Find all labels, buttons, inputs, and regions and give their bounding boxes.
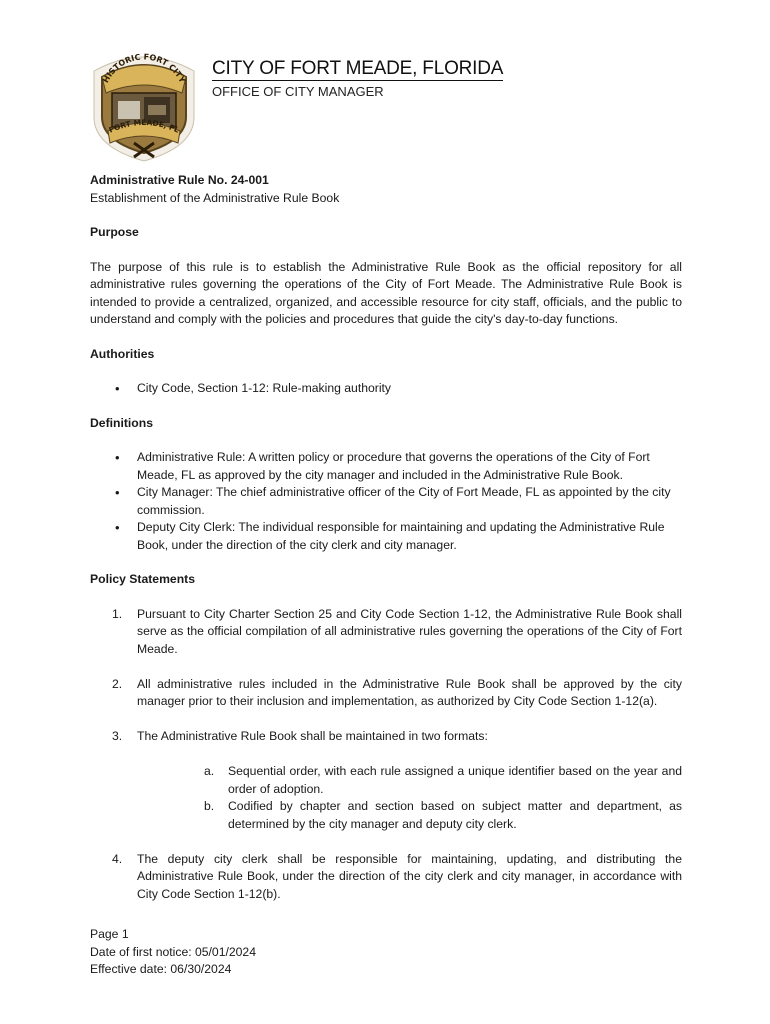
sublist-item <box>137 763 682 798</box>
purpose-heading: Purpose <box>90 225 139 239</box>
rule-title: Establishment of the Administrative Rule Book <box>90 190 340 205</box>
authorities-heading: Authorities <box>90 346 155 361</box>
item-text: Sequential order, with each rule assigned a unique identifier based on the year and order of adoption. <box>228 764 682 796</box>
page-footer <box>90 926 256 979</box>
list-item <box>90 728 682 833</box>
list-item: • City Manager: The chief administrative officer of the City of Fort Meade, FL as appointed by the city commission. <box>90 484 682 519</box>
effective-date: Effective date: 06/30/2024 <box>90 962 232 976</box>
item-letter: b. <box>204 799 215 813</box>
item-text: Pursuant to City Charter Section 25 and City Code Section 1-12, the Administrative Rule Book shall serve as the official compilation of all administrative rules governing the operations of the City of Fort Meade. <box>137 606 682 656</box>
list-item: • Deputy City Clerk: The individual responsible for maintaining and updating the Administrative Rule Book, under the direction of the city clerk and city manager. <box>90 519 682 554</box>
policy-list <box>90 606 682 904</box>
item-number: 1. <box>112 606 123 621</box>
item-number: 2. <box>112 676 123 691</box>
list-item: • City Code, Section 1-12: Rule-making authority <box>90 380 682 398</box>
item-text: The deputy city clerk shall be responsible for maintaining, updating, and distributing the Administrative Rule Book, under the direction of the city clerk and city manager, in accordance with City Code Section 1-12(b). <box>137 851 682 901</box>
page-number: Page 1 <box>90 927 129 941</box>
list-item <box>90 676 682 711</box>
purpose-text: The purpose of this rule is to establish the Administrative Rule Book as the official repository for all administrative rules governing the operations of the City of Fort Meade. The Administrative Rule Book is intended to provide a centralized, organized, and accessible resource for city staff, officials, and the public to understand and comply with the policies and procedures that guide the city's day-to-day functions. <box>90 259 682 326</box>
list-item <box>90 851 682 904</box>
first-notice-date: Date of first notice: 05/01/2024 <box>90 944 256 959</box>
definitions-heading: Definitions <box>90 415 153 430</box>
rule-number: Administrative Rule No. 24-001 <box>90 173 269 187</box>
item-text: The Administrative Rule Book shall be maintained in two formats: <box>137 729 488 743</box>
item-text: Codified by chapter and section based on subject matter and department, as determined by the city manager and deputy city clerk. <box>228 799 682 831</box>
item-number: 4. <box>112 851 123 866</box>
definitions-list <box>90 449 682 554</box>
policy-heading: Policy Statements <box>90 572 195 586</box>
item-letter: a. <box>204 764 215 778</box>
city-title: CITY OF FORT MEADE, FLORIDA <box>212 58 504 79</box>
item-text: All administrative rules included in the Administrative Rule Book shall be approved by the city manager prior to their inclusion and implementation, as authorized by City Code Section 1-12(a). <box>137 676 682 708</box>
city-seal-logo <box>90 47 198 163</box>
sublist <box>137 763 682 833</box>
list-item: • Administrative Rule: A written policy or procedure that governs the operations of the City of Fort Meade, FL as approved by the city manager and included in the Administrative Rule Book. <box>90 449 682 484</box>
item-number: 3. <box>112 729 123 743</box>
sublist-item <box>137 798 682 833</box>
seal-bottom-text: FORT MEADE, FL <box>107 117 181 135</box>
authorities-list <box>90 380 682 398</box>
list-item <box>90 606 682 659</box>
office-name: OFFICE OF CITY MANAGER <box>212 84 384 99</box>
rule-body <box>90 172 682 921</box>
seal-top-text: HISTORIC FORT CITY <box>101 52 187 85</box>
